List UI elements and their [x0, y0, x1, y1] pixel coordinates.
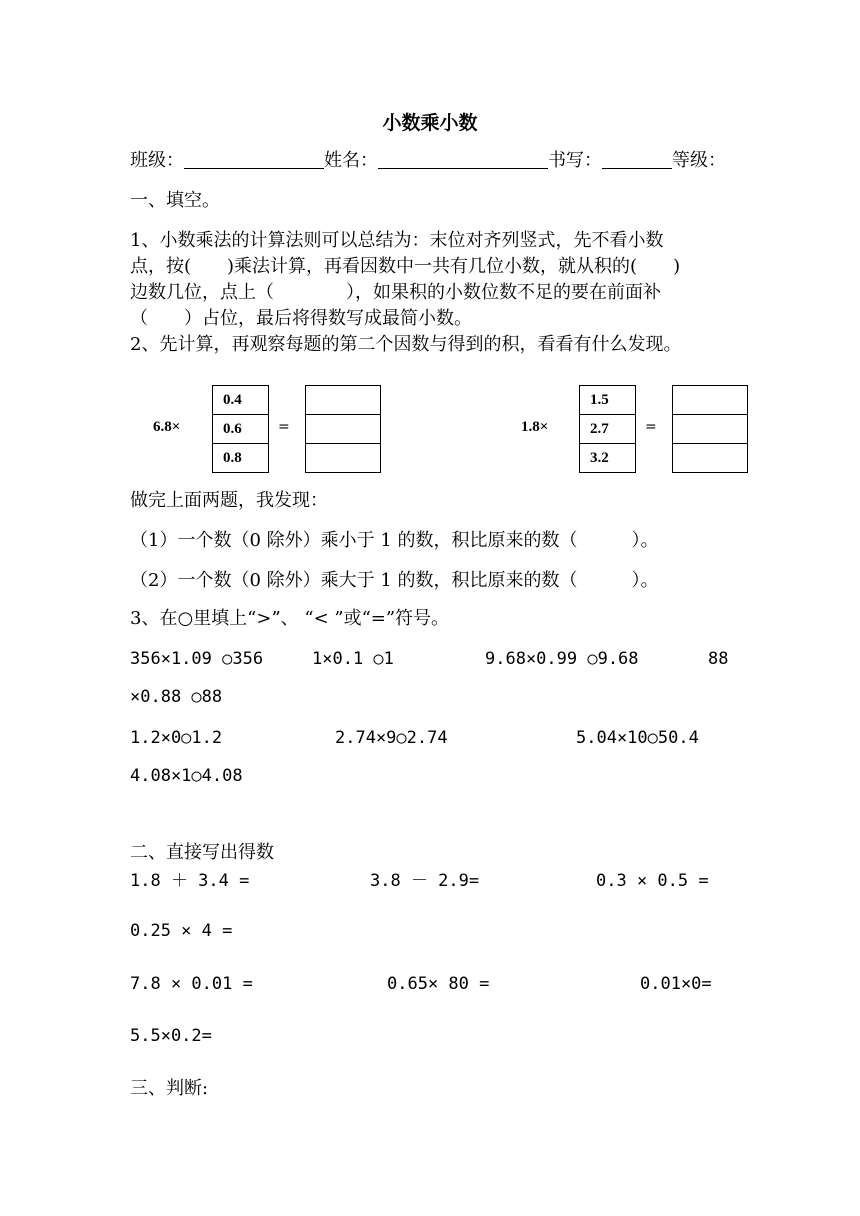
calc-item: 3.8 － 2.9= [370, 871, 480, 891]
calc-item: 1.8 ＋ 3.4 = [130, 871, 250, 891]
calc-item: 7.8 × 0.01 = [130, 974, 253, 994]
q2-text: 2、先计算，再观察每题的第二个因数与得到的积，看看有什么发现。 [130, 334, 682, 355]
section-1-heading: 一、填空。 [130, 190, 220, 211]
compare-item: 5.04×10○50.4 [576, 728, 699, 748]
compare-item: 1×0.1 ○1 [312, 649, 394, 669]
q1-line-3: 边数几位，点上（ ），如果积的小数位数不足的要在前面补 [130, 282, 661, 303]
calc-item: 0.65× 80 = [387, 974, 490, 994]
group-1-equals: = [278, 419, 290, 435]
name-label: 姓名： [324, 150, 378, 171]
group-1-factor: 0.8 [212, 443, 269, 473]
compare-item: 356×1.09 ○356 [130, 649, 264, 669]
section-3-heading: 三、判断: [130, 1078, 209, 1099]
student-info-line [130, 150, 726, 172]
writing-label: 书写： [548, 150, 602, 171]
group-1-factor: 0.6 [212, 414, 269, 444]
compare-item: 1.2×0○1.2 [130, 728, 223, 748]
section-2-heading: 二、直接写出得数 [130, 842, 274, 863]
calc-item: 0.25 × 4 = [130, 921, 233, 941]
class-blank[interactable] [184, 150, 324, 169]
calc-item: 0.3 × 0.5 = [596, 871, 709, 891]
page-title: 小数乘小数 [382, 112, 478, 134]
compare-item: 88 [708, 649, 729, 669]
finding-intro: 做完上面两题，我发现： [130, 490, 328, 511]
finding-2: （2）一个数（0 除外）乘大于 1 的数，积比原来的数（ ）。 [130, 570, 659, 591]
calc-item: 0.01×0= [640, 974, 712, 994]
group-1-answer-box[interactable] [305, 385, 381, 415]
writing-blank[interactable] [602, 150, 672, 169]
q3-text: 3、在○里填上“>”、 “< ”或“=”符号。 [130, 608, 450, 629]
group-2-answer-box[interactable] [672, 414, 748, 444]
group-2-answer-box[interactable] [672, 443, 748, 473]
group-2-factor: 1.5 [579, 385, 636, 415]
compare-item: 4.08×1○4.08 [130, 766, 243, 786]
group-1-answer-box[interactable] [305, 414, 381, 444]
q1-line-2: 点，按( )乘法计算，再看因数中一共有几位小数，就从积的( ) [130, 256, 681, 277]
calc-item: 5.5×0.2= [130, 1026, 212, 1046]
group-1-label: 6.8× [153, 419, 181, 435]
group-2-answer-box[interactable] [672, 385, 748, 415]
group-2-factor: 3.2 [579, 443, 636, 473]
q1-line-4: （ ）占位，最后将得数写成最简小数。 [130, 308, 472, 329]
group-2-factor: 2.7 [579, 414, 636, 444]
group-1-factor: 0.4 [212, 385, 269, 415]
name-blank[interactable] [378, 150, 548, 169]
grade-label: 等级： [672, 150, 726, 171]
compare-item: ×0.88 ○88 [130, 687, 223, 707]
class-label: 班级： [130, 150, 184, 171]
q1-line-1: 1、小数乘法的计算法则可以总结为：末位对齐列竖式，先不看小数 [130, 230, 664, 251]
compare-item: 9.68×0.99 ○9.68 [485, 649, 639, 669]
compare-item: 2.74×9○2.74 [335, 728, 448, 748]
group-1-answer-box[interactable] [305, 443, 381, 473]
group-2-equals: = [645, 419, 657, 435]
finding-1: （1）一个数（0 除外）乘小于 1 的数，积比原来的数（ ）。 [130, 530, 659, 551]
group-2-label: 1.8× [521, 419, 549, 435]
